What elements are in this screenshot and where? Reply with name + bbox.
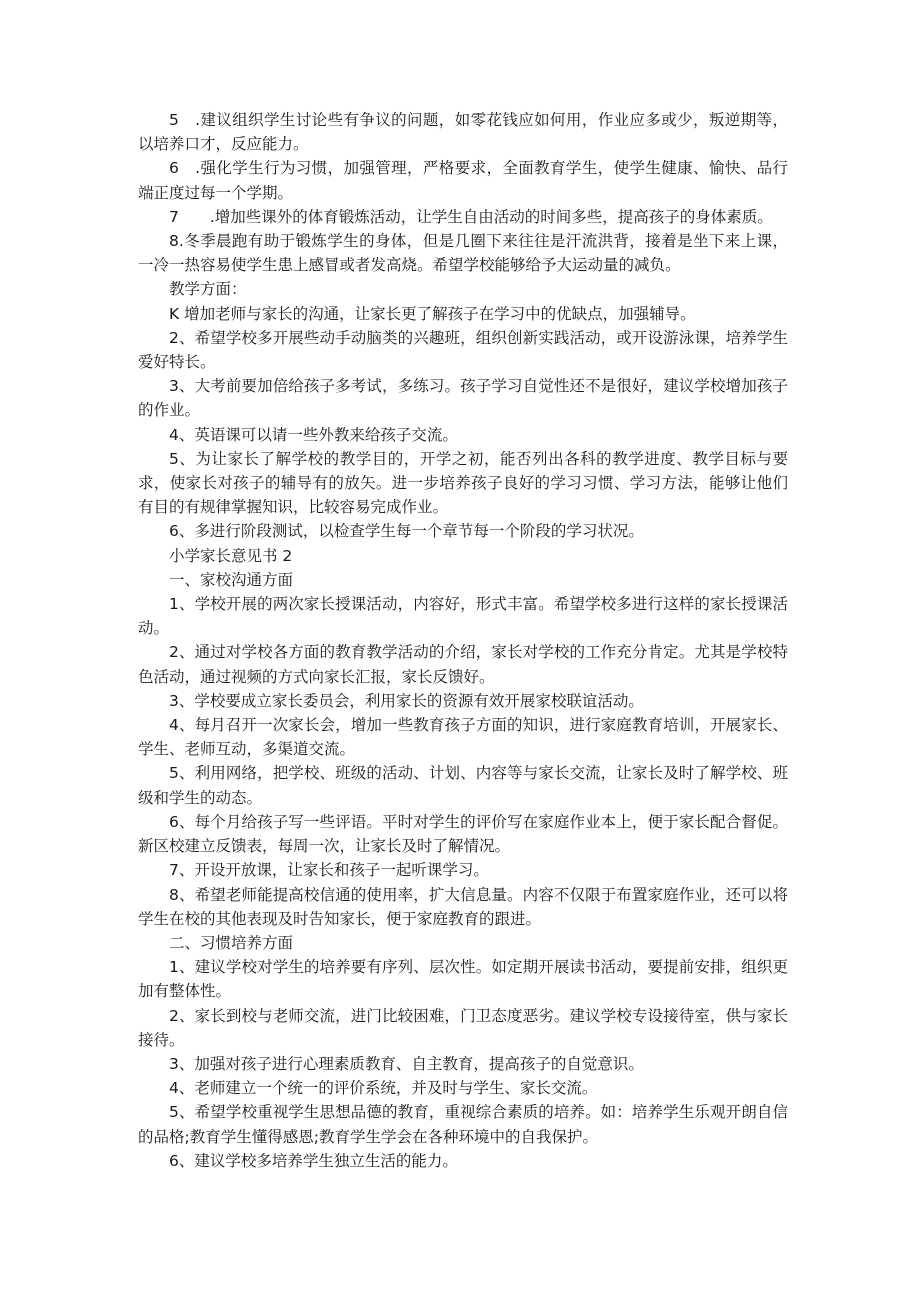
paragraph: 6、建议学校多培养学生独立生活的能力。 (169, 1151, 458, 1170)
paragraph: 3、大考前要加倍给孩子多考试，多练习。孩子学习自觉性还不是很好，建议学校增加孩子的作业。 (138, 377, 788, 420)
section-heading-habits: 二、习惯培养方面 (169, 933, 294, 952)
paragraph: 7、开设开放课，让家长和孩子一起听课学习。 (169, 861, 489, 880)
paragraph: 8、希望老师能提高校信通的使用率，扩大信息量。内容不仅限于布置家庭作业，还可以将学生在校的其他表现及时告知家长，便于家庭教育的跟进。 (138, 885, 788, 928)
paragraph: 6、多进行阶段测试，以检查学生每一个章节每一个阶段的学习状况。 (169, 522, 644, 541)
document-body (138, 108, 788, 1173)
paragraph: 5、利用网络，把学校、班级的活动、计划、内容等与家长交流，让家长及时了解学校、班级和学生的动态。 (138, 764, 788, 807)
paragraph: 2、通过对学校各方面的教育教学活动的介绍，家长对学校的工作充分肯定。尤其是学校特色活动，通过视频的方式向家长汇报，家长反馈好。 (138, 643, 788, 686)
paragraph: 8.冬季晨跑有助于锻炼学生的身体，但是几圈下来往往是汗流洪背，接着是坐下来上课，一冷一热容易使学生患上感冒或者发高烧。希望学校能够给予大运动量的减负。 (138, 232, 788, 275)
paragraph: 1、学校开展的两次家长授课活动，内容好，形式丰富。希望学校多进行这样的家长授课活动。 (138, 595, 788, 638)
paragraph: 2、希望学校多开展些动手动脑类的兴趣班，组织创新实践活动，或开设游泳课，培养学生爱好特长。 (138, 328, 788, 372)
paragraph: 6、每个月给孩子写一些评语。平时对学生的评价写在家庭作业本上，便于家长配合督促。新区校建立反馈表，每周一次，让家长及时了解情况。 (138, 812, 788, 856)
paragraph: 5、希望学校重视学生思想品德的教育，重视综合素质的培养。如：培养学生乐观开朗自信的品格;教育学生懂得感恩;教育学生学会在各种环境中的自我保护。 (138, 1103, 788, 1146)
paragraph: 2、家长到校与老师交流，进门比较困难，门卫态度恶劣。建议学校专设接待室，供与家长接待。 (138, 1006, 788, 1049)
paragraph: 4、老师建立一个统一的评价系统，并及时与学生、家长交流。 (169, 1079, 598, 1098)
paragraph: 4、英语课可以请一些外教来给孩子交流。 (169, 425, 458, 444)
document-subtitle: 小学家长意见书 2 (169, 546, 293, 565)
paragraph: K 增加老师与家长的沟通，让家长更了解孩子在学习中的优缺点，加强辅导。 (169, 304, 696, 323)
paragraph: 5 .建议组织学生讨论些有争议的问题，如零花钱应如何用，作业应多或少，叛逆期等，以培养口才，反应能力。 (138, 111, 788, 154)
paragraph: 6 .强化学生行为习惯，加强管理，严格要求，全面教育学生，使学生健康、愉快、品行端正度过每一个学期。 (138, 159, 788, 202)
paragraph: 3、学校要成立家长委员会，利用家长的资源有效开展家校联谊活动。 (169, 691, 644, 710)
section-heading-home-school: 一、家校沟通方面 (169, 570, 294, 589)
paragraph: 7 .增加些课外的体育锻炼活动，让学生自由活动的时间多些，提高孩子的身体素质。 (169, 207, 773, 226)
section-heading-teaching: 教学方面： (169, 280, 247, 299)
paragraph: 4、每月召开一次家长会，增加一些教育孩子方面的知识，进行家庭教育培训，开展家长、学生、老师互动，多渠道交流。 (138, 716, 788, 759)
paragraph: 5、为让家长了解学校的教学目的，开学之初，能否列出各科的教学进度、教学目标与要求，使家长对孩子的辅导有的放矢。进一步培养孩子良好的学习习惯、学习方法，能够让他们有目的有规律掌握知识，比较容易完成作业。 (138, 449, 788, 517)
paragraph: 3、加强对孩子进行心理素质教育、自主教育，提高孩子的自觉意识。 (169, 1054, 644, 1073)
paragraph: 1、建议学校对学生的培养要有序列、层次性。如定期开展读书活动，要提前安排，组织更加有整体性。 (138, 958, 788, 1001)
